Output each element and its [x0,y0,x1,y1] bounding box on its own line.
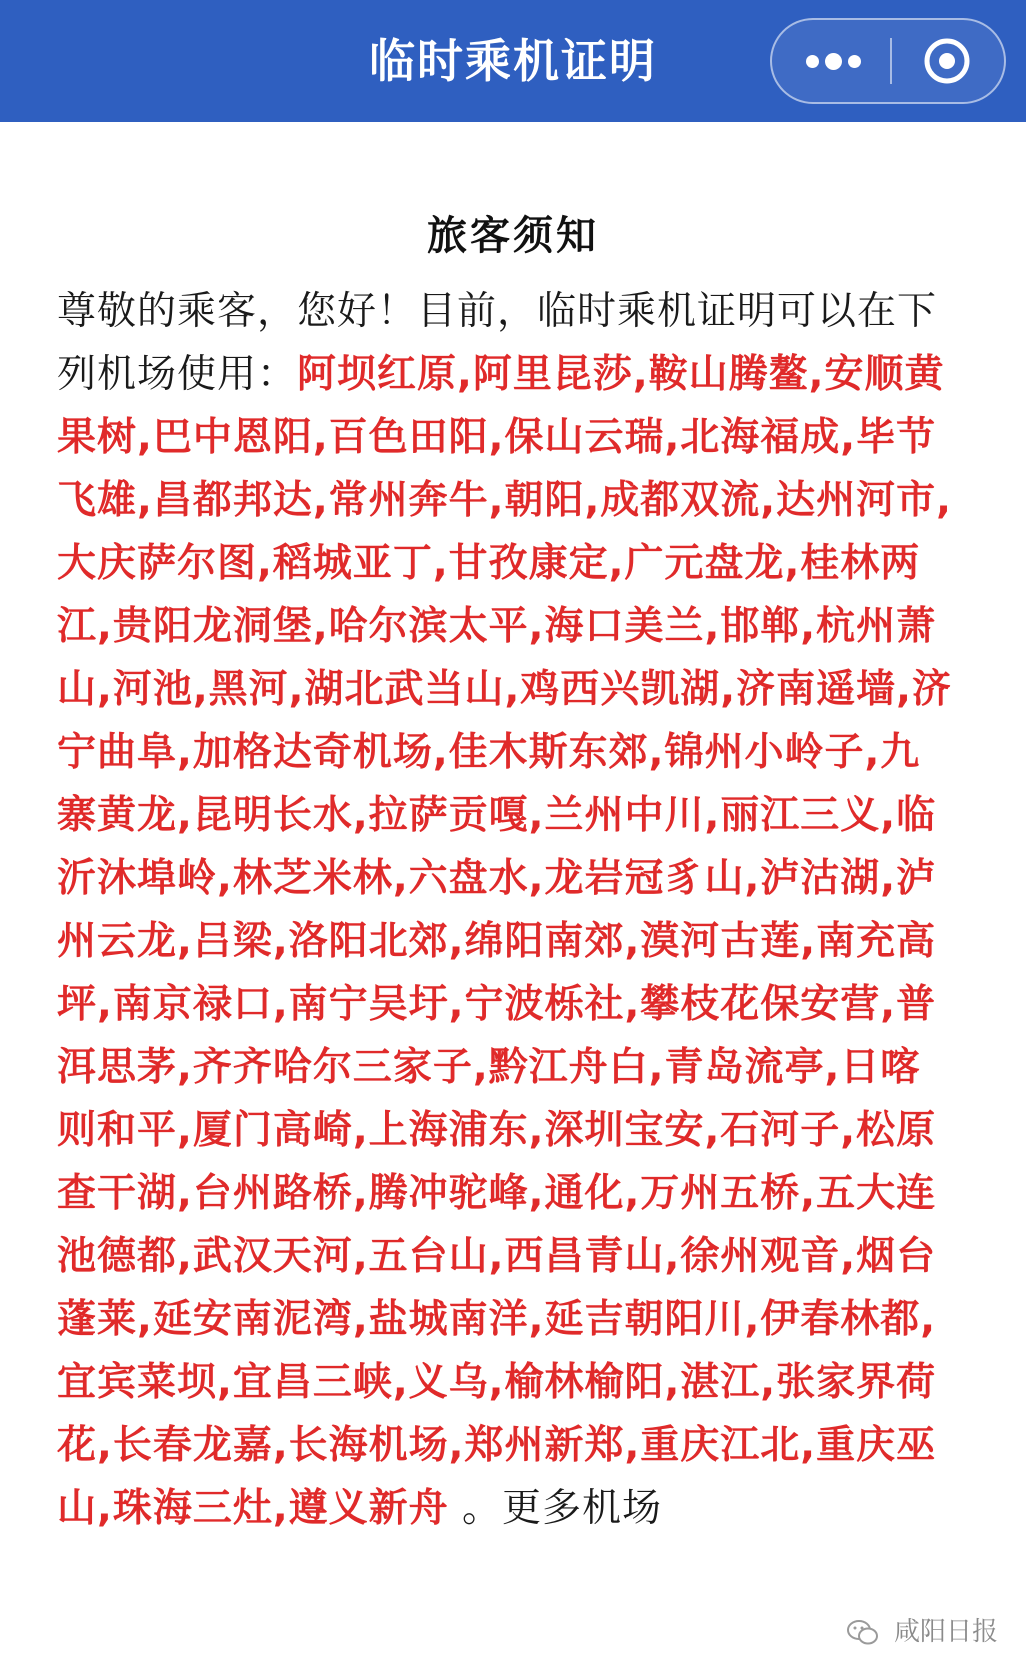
more-button[interactable] [772,20,890,102]
notice-title: 旅客须知 [427,213,599,259]
intro-text: 尊敬的乘客，您好！目前，临时乘机证明可以在下列机场使用： [57,289,938,397]
notice-body [57,280,957,1540]
trailing-text: 。更多机场 [448,1486,663,1531]
wechat-icon [846,1619,880,1647]
airport-list: 阿坝红原,阿里昆莎,鞍山腾鳌,安顺黄果树,巴中恩阳,百色田阳,保山云瑞,北海福成,毕节飞雄,昌都邦达,常州奔牛,朝阳,成都双流,达州河市,大庆萨尔图,稻城亚丁,甘孜康定,广元盘龙,桂林两江,贵阳龙洞堡,哈尔滨太平,海口美兰,邯郸,杭州萧山,河池,黑河,湖北武当山,鸡西兴凯湖,济南遥墙,济宁曲阜,加格达奇机场,佳木斯东郊,锦州小岭子,九寨黄龙,昆明长水,拉萨贡嘎,兰州中川,丽江三义,临沂沐埠岭,林芝米林,六盘水,龙岩冠豸山,泸沽湖,泸州云龙,吕梁,洛阳北郊,绵阳南郊,漠河古莲,南充高坪,南京禄口,南宁吴圩,宁波栎社,攀枝花保安营,普洱思茅,齐齐哈尔三家子,黔江舟白,青岛流亭,日喀则和平,厦门高崎,上海浦东,深圳宝安,石河子,松原查干湖,台州路桥,腾冲驼峰,通化,万州五桥,五大连池德都,武汉天河,五台山,西昌青山,徐州观音,烟台蓬莱,延安南泥湾,盐城南洋,延吉朝阳川,伊春林都,宜宾菜坝,宜昌三峡,义乌,榆林榆阳,湛江,张家界荷花,长春龙嘉,长海机场,郑州新郑,重庆江北,重庆巫山,珠海三灶,遵义新舟 [57,352,952,1531]
mini-program-capsule [770,18,1006,104]
close-button[interactable] [892,20,1006,102]
title-bar [0,0,1026,122]
source-watermark [846,1607,998,1657]
watermark-text: 咸阳日报 [893,1617,998,1647]
content-area [0,122,1026,1667]
target-close-icon [892,20,1006,102]
page-title: 临时乘机证明 [369,34,657,88]
